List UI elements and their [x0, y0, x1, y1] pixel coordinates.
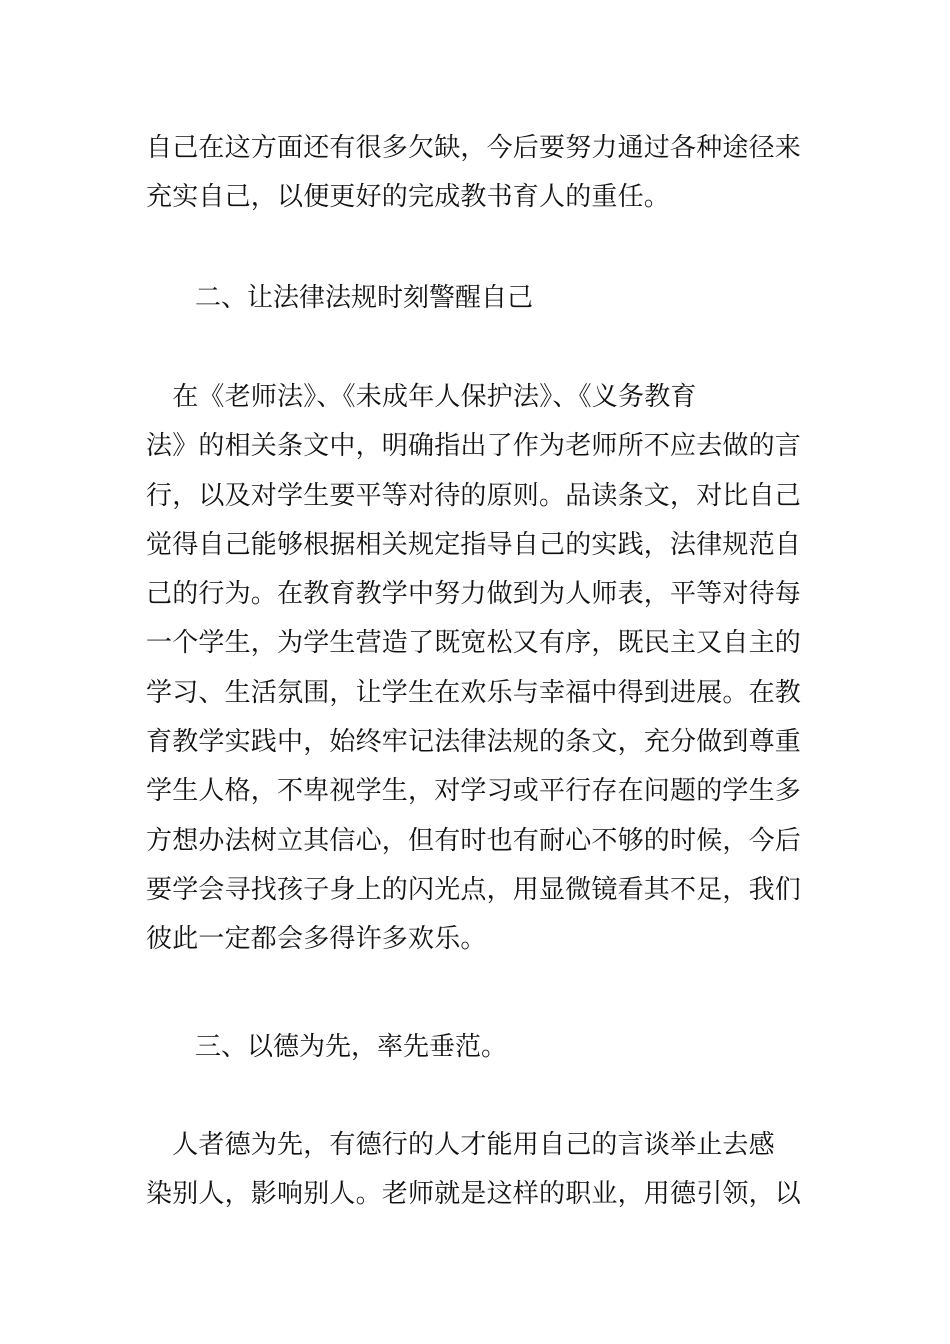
paragraph-line: 觉得自己能够根据相关规定指导自己的实践，法律规范自	[146, 529, 802, 560]
paragraph-line: 染别人，影响别人。老师就是这样的职业，用德引领，以	[146, 1179, 802, 1210]
paragraph-line: 人者德为先，有德行的人才能用自己的言谈举止去感	[146, 1130, 775, 1160]
paragraph-line: 行，以及对学生要平等对待的原则。品读条文，对比自己	[146, 480, 802, 511]
section-heading-three: 三、以德为先，率先垂范。	[195, 1032, 508, 1062]
paragraph-law	[146, 373, 808, 965]
section-heading-two: 二、让法律法规时刻警醒自己	[195, 283, 534, 313]
paragraph-line: 学习、生活氛围，让学生在欢乐与幸福中得到进展。在教	[146, 677, 802, 708]
paragraph-virtue	[146, 1121, 808, 1220]
paragraph-line: 方想办法树立其信心，但有时也有耐心不够的时候，今后	[146, 825, 802, 856]
paragraph-line: 充实自己，以便更好的完成教书育人的重任。	[146, 182, 671, 213]
paragraph-line: 要学会寻找孩子身上的闪光点，用显微镜看其不足，我们	[146, 874, 802, 905]
paragraph-line: 法》的相关条文中，明确指出了作为老师所不应去做的言	[146, 431, 802, 462]
paragraph-line: 学生人格，不卑视学生，对学习或平行存在问题的学生多	[146, 776, 802, 807]
paragraph-line: 自己在这方面还有很多欠缺，今后要努力通过各种途径来	[146, 133, 802, 163]
paragraph-line: 一个学生，为学生营造了既宽松又有序，既民主又自主的	[146, 628, 802, 659]
paragraph-line: 己的行为。在教育教学中努力做到为人师表，平等对待每	[146, 579, 802, 610]
paragraph-intro	[146, 124, 808, 223]
paragraph-line: 彼此一定都会多得许多欢乐。	[146, 924, 487, 955]
paragraph-line: 在《老师法》、《未成年人保护法》、《义务教育	[146, 382, 697, 412]
paragraph-line: 育教学实践中，始终牢记法律法规的条文，充分做到尊重	[146, 727, 802, 758]
